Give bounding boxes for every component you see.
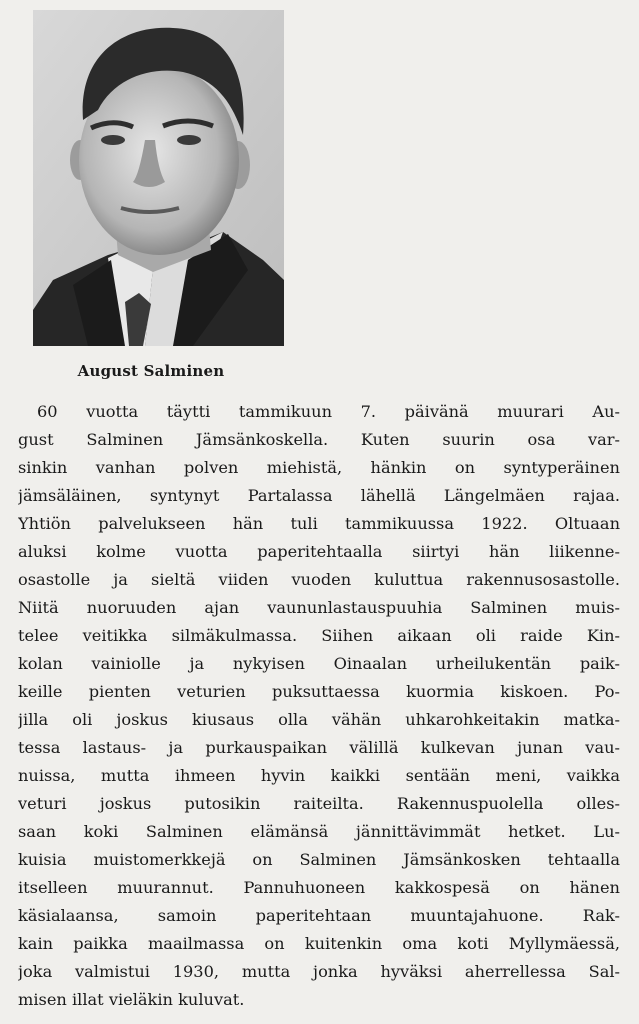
article-line: sinkin vanhan polven miehistä, hänkin on syntyperäinen: [18, 458, 620, 477]
article-line: itselleen muurannut. Pannuhuoneen kakkospesä on hänen: [18, 878, 620, 897]
article-line: jämsäläinen, syntynyt Partalassa lähellä Längelmäen rajaa.: [18, 486, 620, 505]
article-body: [18, 398, 620, 1014]
article-line: Yhtiön palvelukseen hän tuli tammikuussa 1922. Oltuaan: [18, 514, 620, 533]
article-line: saan koki Salminen elämänsä jännittävimmät hetket. Lu-: [18, 822, 620, 841]
article-line: tessa lastaus- ja purkauspaikan välillä kulkevan junan vau-: [18, 738, 620, 757]
article-line: jilla oli joskus kiusaus olla vähän uhkarohkeitakin matka-: [18, 710, 620, 729]
article-line: Niitä nuoruuden ajan vaununlastauspuuhia Salminen muis-: [18, 598, 620, 617]
article-line: käsialaansa, samoin paperitehtaan muuntajahuone. Rak-: [18, 906, 620, 925]
article-line: kolan vainiolle ja nykyisen Oinaalan urheilukentän paik-: [18, 654, 620, 673]
article-line: misen illat vieläkin kuluvat.: [18, 990, 245, 1009]
portrait-photo: [33, 10, 284, 346]
article-line: telee veitikka silmäkulmassa. Siihen aikaan oli raide Kin-: [18, 626, 620, 645]
article-line: veturi joskus putosikin raiteilta. Rakennuspuolella olles-: [18, 794, 620, 813]
article-line: gust Salminen Jämsänkoskella. Kuten suurin osa var-: [18, 430, 620, 449]
article-line: aluksi kolme vuotta paperitehtaalla siirtyi hän liikenne-: [18, 542, 620, 561]
article-line: keille pienten veturien puksuttaessa kuormia kiskoen. Po-: [18, 682, 620, 701]
article-line: osastolle ja sieltä viiden vuoden kuluttua rakennusosastolle.: [18, 570, 620, 589]
portrait-image: [33, 10, 284, 346]
article-line: kain paikka maailmassa on kuitenkin oma koti Myllymäessä,: [18, 934, 620, 953]
article-line: nuissa, mutta ihmeen hyvin kaikki sentään meni, vaikka: [18, 766, 620, 785]
photo-caption: August Salminen: [77, 362, 225, 380]
article-line: kuisia muistomerkkejä on Salminen Jämsänkosken tehtaalla: [18, 850, 620, 869]
article-line: 60 vuotta täytti tammikuun 7. päivänä muurari Au-: [37, 402, 620, 421]
article-line: joka valmistui 1930, mutta jonka hyväksi aherrellessa Sal-: [18, 962, 620, 981]
